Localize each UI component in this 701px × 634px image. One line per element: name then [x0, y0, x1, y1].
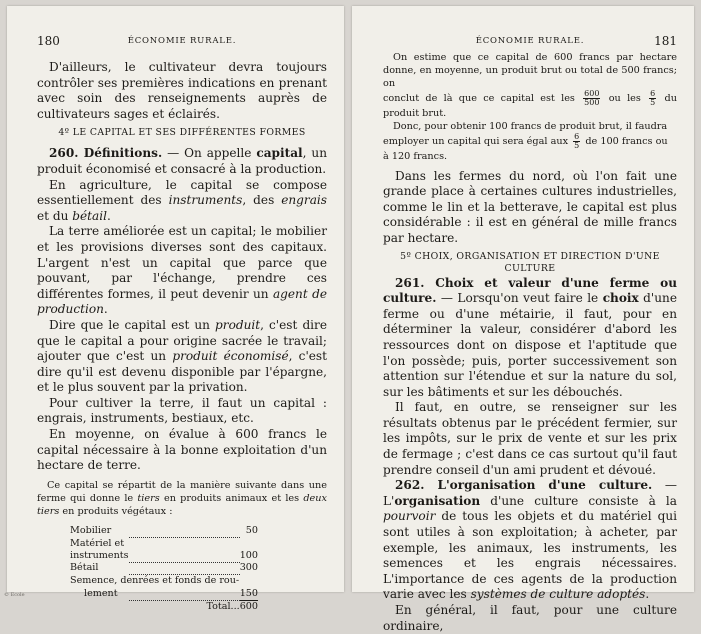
text-run: de 100 francs ou: [582, 136, 668, 148]
small-paragraph: Donc, pour obtenir 100 francs de produit brut, il faudra: [393, 121, 668, 133]
text-run: d'une culture consiste à la: [480, 493, 677, 508]
denominator: 500: [584, 98, 600, 108]
denominator: 5: [574, 141, 580, 151]
cost-label: Matériel et instruments: [70, 537, 129, 561]
running-title: ÉCONOMIE RURALE.: [127, 36, 237, 46]
numerator: 600: [584, 89, 600, 99]
table-row: [70, 575, 258, 588]
text-run: d'une ferme ou d'une métairie, il faut, pour en déterminer la valeur, considérer d'abord les ressources dont on dispose et l'aptitude que l'on possède; puis, porter successivement son attention sur l'étendue et sur la nature du sol, sur les bâtiments et sur les débouchés.: [383, 291, 677, 399]
table-row: [70, 538, 258, 563]
text-run: En agriculture, le capital se compose essentiellement des: [37, 177, 327, 208]
text-run: Ce capital se répartit de la manière suivante dans une ferme qui donne le: [37, 479, 327, 504]
section-heading: 4º LE CAPITAL ET SES DIFFÉRENTES FORMES: [58, 127, 306, 139]
text-run: de tous les objets et du matériel qui sont utiles à son exploitation; à acheter, par exemple, les animaux, les instruments, les semences et les engrais nécessaires. L'importance de ces agents de la production varie avec les: [383, 509, 677, 602]
watermark: © Ecole: [4, 592, 25, 598]
keyword: choix: [602, 291, 639, 306]
right-page: [352, 6, 694, 633]
paragraph: En général, il faut, pour une culture ordinaire,: [383, 603, 677, 633]
paragraph-260: [37, 146, 327, 177]
dot-leader: [129, 525, 240, 537]
italic-term: tiers: [137, 492, 160, 504]
cost-label: Mobilier: [70, 525, 112, 537]
page-number: 180: [37, 34, 60, 48]
section-heading: 5º CHOIX, ORGANISATION ET DIRECTION D'UNE CULTURE: [400, 250, 660, 274]
cost-label: Bétail: [70, 562, 99, 574]
fraction-6-5: [649, 90, 656, 107]
right-page-body: [383, 51, 677, 634]
italic-term: systèmes de culture adoptés: [470, 587, 646, 602]
text-run: — L': [383, 478, 677, 508]
table-row: [70, 588, 258, 601]
italic-term: bétail: [72, 208, 107, 223]
paragraph: Dans les fermes du nord, où l'on fait une grande place à certaines cultures industrielles, comme le lin et la betterave, le capital est plus considérable : il est en général de mille francs par hectare.: [383, 168, 677, 245]
keyword: capital: [256, 146, 303, 161]
paragraph-261: [383, 276, 677, 401]
text-run: , c'est dire qu'il est devenu disponible par l'épargne, et le plus souvent par la privation.: [37, 349, 328, 395]
left-page-body: [37, 60, 327, 613]
italic-term: engrais: [281, 193, 327, 208]
capital-breakdown-table: [70, 525, 258, 613]
small-paragraph-fraction: [383, 90, 677, 120]
denominator: 5: [650, 98, 656, 108]
small-paragraph: à 120 francs.: [383, 151, 448, 163]
small-paragraph: [37, 479, 327, 518]
italic-term: instruments: [168, 193, 243, 208]
paragraph-label: 261. Choix et valeur d'une ferme ou culture.: [383, 275, 677, 306]
fraction-600-500: [583, 90, 600, 107]
dot-leader: [129, 588, 240, 601]
paragraph: [37, 178, 327, 225]
cost-value: 100: [239, 549, 258, 561]
small-paragraph: On estime que ce capital de 600 francs par hectare donne, en moyenne, un produit brut ou total de 500 francs; on: [383, 52, 677, 90]
small-paragraph-fraction: [383, 133, 677, 150]
text-run: .: [106, 208, 111, 223]
italic-term: pourvoir: [383, 509, 436, 524]
fraction-6-5: [573, 133, 580, 150]
cost-label: Semence, denrées et fonds de rou-: [70, 575, 240, 587]
dot-leader: [129, 538, 240, 563]
text-run: en produits animaux et les: [159, 492, 304, 504]
numerator: 6: [650, 89, 656, 99]
italic-term: produit économisé: [172, 349, 289, 364]
keyword: organisation: [394, 493, 481, 508]
text-run: — On appelle: [162, 146, 257, 161]
cost-value: 50: [245, 525, 258, 537]
text-run: employer un capital qui sera égal aux: [383, 136, 572, 148]
text-run: — Lorsqu'on veut faire le: [436, 291, 603, 306]
text-run: , un produit économisé et consacré à la production.: [37, 146, 327, 176]
text-run: en produits végétaux :: [59, 506, 173, 518]
text-run: , c'est dire que le capital a pour origine sacrée le travail; ajouter que c'est un: [37, 317, 327, 364]
text-run: , des: [242, 193, 282, 208]
text-run: ou les: [602, 93, 648, 105]
text-run: .: [103, 302, 108, 317]
total-value: 600: [239, 601, 258, 613]
italic-term: produit: [215, 317, 261, 332]
paragraph: Pour cultiver la terre, il faut un capital : engrais, instruments, bestiaux, etc.: [37, 395, 327, 426]
text-run: et du: [37, 208, 73, 223]
text-run: La terre améliorée est un capital; le mobilier et les provisions diverses sont des capitaux. L'argent n'est un capital que parce que pouvant, par l'échange, prendre ces différentes formes, il peut devenir un: [37, 224, 327, 301]
paragraph: Il faut, en outre, se renseigner sur les résultats obtenus par le précédent fermier, sur les impôts, sur le prix de vente et sur les prix de fermage ; c'est dans ce cas surtout qu'il faut prendre conseil d'un ami prudent et dévoué.: [383, 400, 677, 477]
left-running-header: [37, 34, 327, 50]
paragraph-label: 260. Définitions.: [49, 146, 163, 161]
right-running-header: [383, 34, 677, 50]
page-number: 181: [654, 34, 677, 48]
dot-leader: [129, 562, 240, 574]
cost-label-continued: lement: [84, 588, 118, 600]
intro-paragraph: D'ailleurs, le cultivateur devra toujours contrôler ses premières indications en prenant avec soin des renseignements auprès de cultivateurs sages et éclairés.: [37, 60, 327, 121]
paragraph: [37, 318, 327, 396]
text-run: conclut de là que ce capital est les: [383, 93, 582, 105]
text-run: .: [645, 587, 650, 602]
table-row: [70, 525, 258, 537]
running-title: ÉCONOMIE RURALE.: [475, 36, 585, 46]
paragraph: [37, 224, 327, 318]
numerator: 6: [574, 132, 580, 142]
italic-term: agent de production: [37, 286, 327, 317]
italic-term: deux tiers: [37, 492, 327, 518]
paragraph-label: 262. L'organisation d'une culture.: [395, 478, 653, 493]
cost-value: 300: [239, 562, 258, 574]
paragraph: En moyenne, on évalue à 600 francs le capital nécessaire à la bonne exploitation d'un hectare de terre.: [37, 427, 327, 473]
total-row: [70, 601, 258, 614]
paragraph-262: [383, 478, 677, 603]
total-label: Total...: [206, 601, 240, 613]
text-run: du produit brut.: [383, 93, 677, 120]
cost-value: 150: [239, 587, 258, 599]
table-row: [70, 562, 258, 574]
text-run: Dire que le capital est un: [49, 317, 216, 332]
